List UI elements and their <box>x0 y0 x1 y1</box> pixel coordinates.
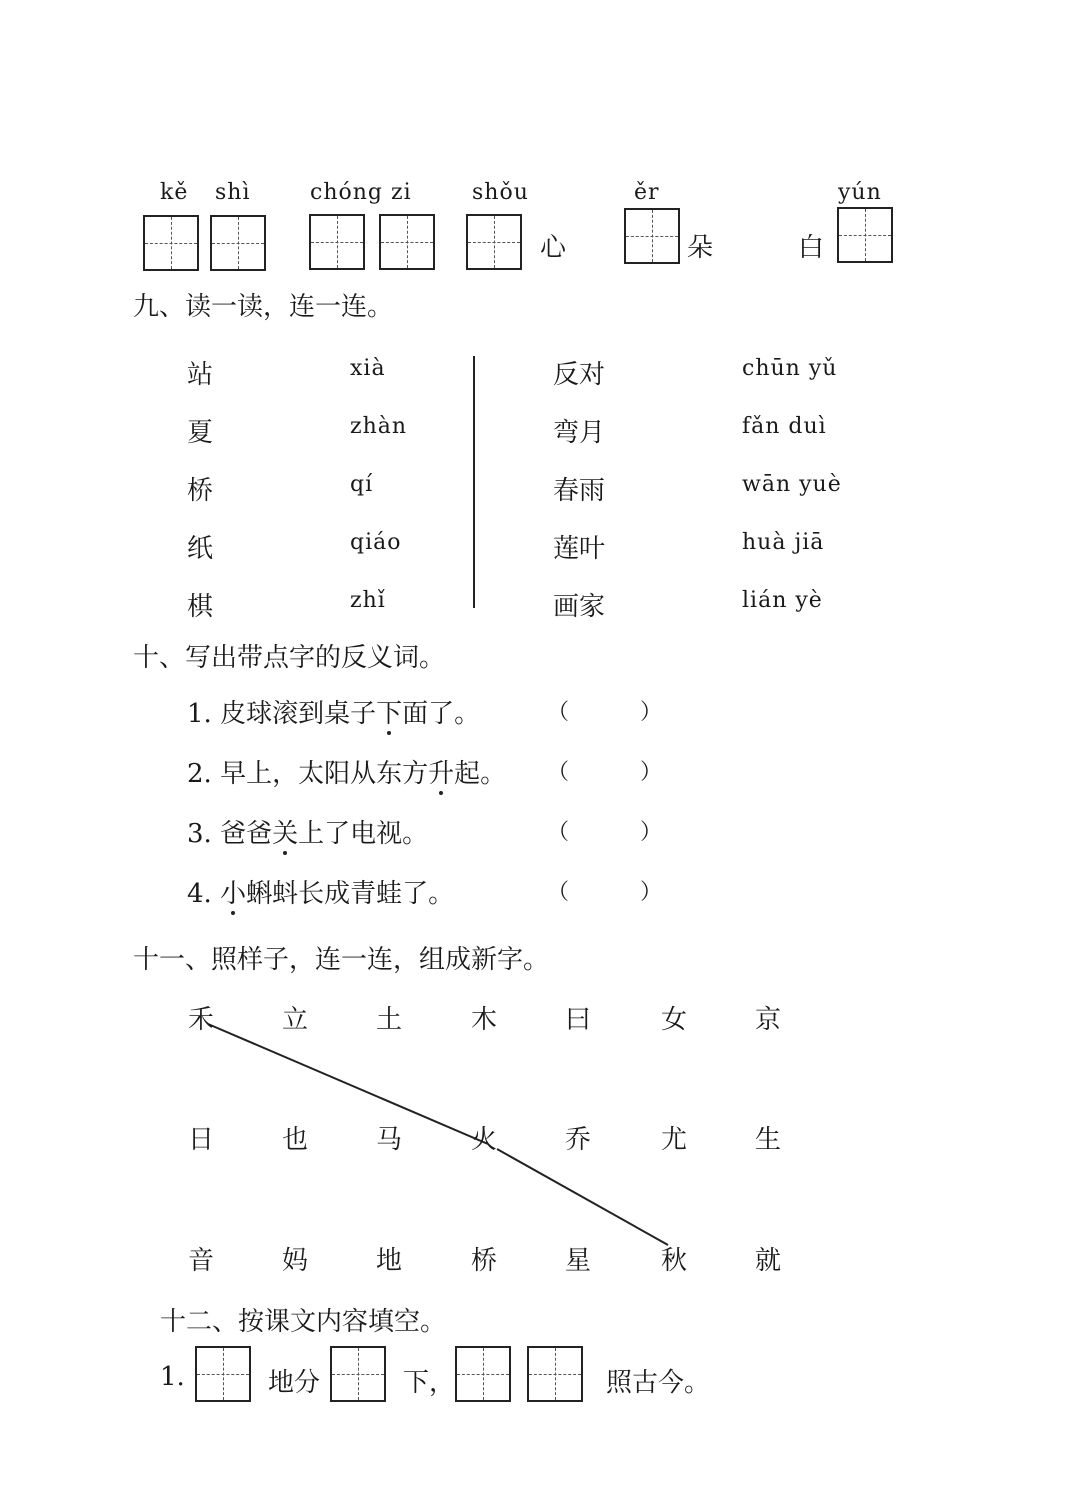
paren-open: （ <box>547 700 570 725</box>
sentence-text: 3. 爸爸 <box>187 819 273 849</box>
match-left-char[interactable]: 纸 <box>187 534 214 564</box>
component-char[interactable]: 女 <box>661 1005 688 1035</box>
writing-box[interactable] <box>455 1346 511 1402</box>
match-left-pinyin[interactable]: qí <box>350 472 374 497</box>
component-char[interactable]: 京 <box>755 1005 782 1035</box>
component-char[interactable]: 曰 <box>565 1005 592 1035</box>
match-left-pinyin[interactable]: xià <box>350 356 386 381</box>
char-duo: 朵 <box>687 233 714 263</box>
result-char[interactable]: 星 <box>565 1246 592 1276</box>
dotted-char: 小 <box>220 879 247 909</box>
pinyin-yun: yún <box>838 180 882 205</box>
match-left-pinyin[interactable]: qiáo <box>350 530 402 555</box>
char-bai: 白 <box>798 233 825 263</box>
component-char[interactable]: 火 <box>471 1125 498 1155</box>
section-10-title: 十、写出带点字的反义词。 <box>133 643 446 673</box>
section-9-title: 九、读一读，连一连。 <box>133 292 394 322</box>
paren-close: ） <box>640 880 663 905</box>
sentence-text: 2. 早上，太阳从东方 <box>187 759 429 789</box>
fill-text: 地分 <box>268 1368 321 1398</box>
sentence-text: 起。 <box>454 759 507 789</box>
item-number: 1. <box>160 1362 185 1392</box>
paren-close: ） <box>640 820 663 845</box>
match-right-word[interactable]: 春雨 <box>553 476 606 506</box>
result-char[interactable]: 地 <box>376 1246 403 1276</box>
match-right-word[interactable]: 画家 <box>553 592 606 622</box>
match-right-word[interactable]: 弯月 <box>553 418 606 448</box>
component-char[interactable]: 也 <box>282 1125 309 1155</box>
match-right-pinyin[interactable]: fǎn duì <box>742 414 827 439</box>
pinyin-shou: shǒu <box>472 180 529 205</box>
writing-box[interactable] <box>330 1346 386 1402</box>
dotted-char: 升 <box>428 759 455 789</box>
match-right-pinyin[interactable]: huà jiā <box>742 530 825 555</box>
dotted-char: 关 <box>272 819 299 849</box>
match-left-char[interactable]: 站 <box>187 360 214 390</box>
result-char[interactable]: 就 <box>755 1246 782 1276</box>
char-xin: 心 <box>540 233 567 263</box>
paren-close: ） <box>640 760 663 785</box>
pinyin-ke: kě <box>160 180 189 205</box>
sentence-text: 4. <box>187 879 221 909</box>
sentence-text: 面了。 <box>402 699 481 729</box>
match-left-char[interactable]: 桥 <box>187 476 214 506</box>
match-right-word[interactable]: 反对 <box>553 360 606 390</box>
paren-open: （ <box>547 760 570 785</box>
match-right-pinyin[interactable]: wān yuè <box>742 472 842 497</box>
match-left-char[interactable]: 夏 <box>187 418 214 448</box>
result-char[interactable]: 秋 <box>661 1246 688 1276</box>
connector-line <box>497 1149 668 1245</box>
component-char[interactable]: 马 <box>376 1125 403 1155</box>
connector-line <box>208 1024 488 1144</box>
match-right-pinyin[interactable]: chūn yǔ <box>742 356 838 381</box>
component-char[interactable]: 土 <box>376 1005 403 1035</box>
component-char[interactable]: 禾 <box>188 1005 215 1035</box>
component-char[interactable]: 木 <box>471 1005 498 1035</box>
section-11-title: 十一、照样子，连一连，组成新字。 <box>133 945 550 975</box>
match-left-pinyin[interactable]: zhǐ <box>350 588 386 613</box>
component-char[interactable]: 日 <box>188 1125 215 1155</box>
fill-text: 照古今。 <box>606 1368 711 1398</box>
writing-box[interactable] <box>527 1346 583 1402</box>
match-right-word[interactable]: 莲叶 <box>553 534 606 564</box>
section-12-title: 十二、按课文内容填空。 <box>160 1307 447 1337</box>
match-right-pinyin[interactable]: lián yè <box>742 588 823 613</box>
paren-close: ） <box>640 700 663 725</box>
pinyin-chongzi: chóng zi <box>310 180 412 205</box>
component-char[interactable]: 立 <box>282 1005 309 1035</box>
writing-box[interactable] <box>195 1346 251 1402</box>
pinyin-shi: shì <box>215 180 251 205</box>
paren-open: （ <box>547 820 570 845</box>
match-left-pinyin[interactable]: zhàn <box>350 414 408 439</box>
sentence-text: 上了电视。 <box>298 819 429 849</box>
paren-open: （ <box>547 880 570 905</box>
result-char[interactable]: 桥 <box>471 1246 498 1276</box>
sentence-text: 蝌蚪长成青蛙了。 <box>246 879 455 909</box>
component-char[interactable]: 尤 <box>661 1125 688 1155</box>
component-char[interactable]: 生 <box>755 1125 782 1155</box>
result-char[interactable]: 妈 <box>282 1246 309 1276</box>
result-char[interactable]: 音 <box>188 1246 215 1276</box>
component-char[interactable]: 乔 <box>565 1125 592 1155</box>
fill-text: 下， <box>403 1368 456 1398</box>
sentence-text: 1. 皮球滚到桌子 <box>187 699 377 729</box>
pinyin-er: ěr <box>634 180 660 205</box>
match-left-char[interactable]: 棋 <box>187 592 214 622</box>
dotted-char: 下 <box>376 699 403 729</box>
